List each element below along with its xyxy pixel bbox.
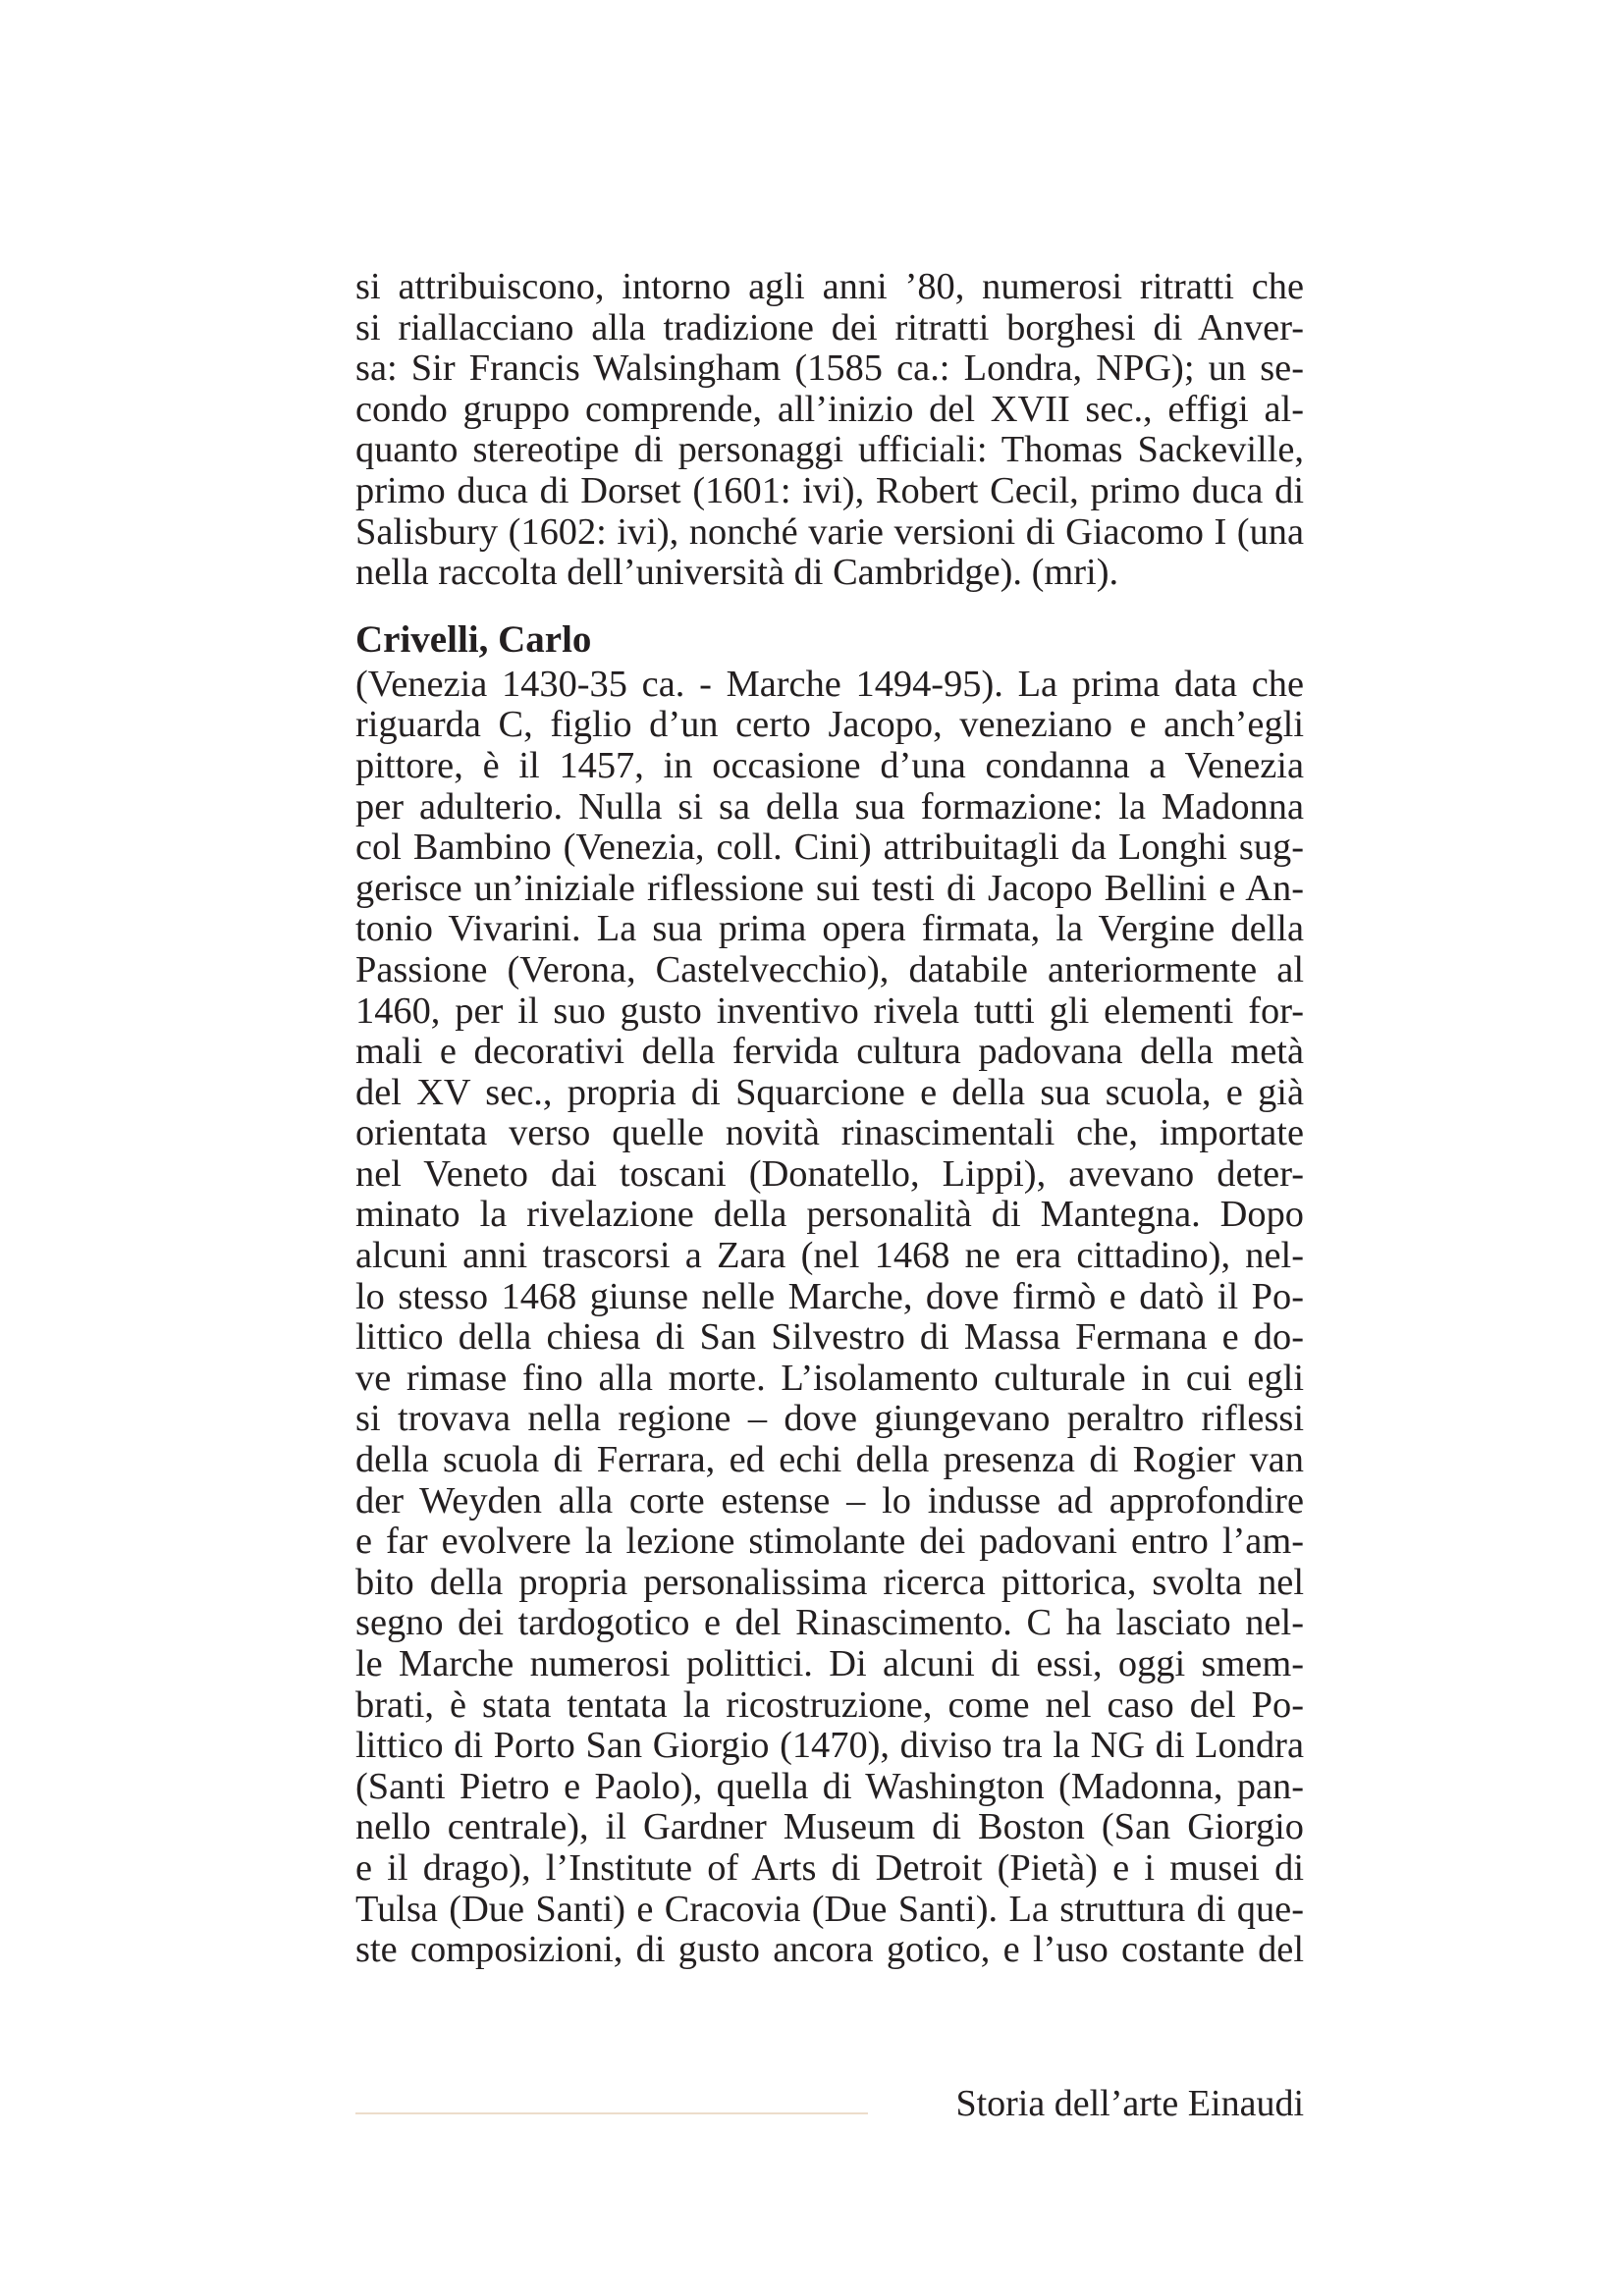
text-line: quanto stereotipe di personaggi ufficiali: Thomas Sackeville, xyxy=(355,429,1304,471)
footer-rule xyxy=(355,2112,868,2114)
text-line: col Bambino (Venezia, coll. Cini) attribuitagli da Longhi sug- xyxy=(355,827,1304,869)
text-line: si riallacciano alla tradizione dei ritratti borghesi di Anver- xyxy=(355,306,1304,348)
text-line: (Venezia 1430-35 ca. - Marche 1494-95). La prima data che xyxy=(355,663,1304,705)
text-line: del XV sec., propria di Squarcione e della sua scuola, e già xyxy=(355,1071,1304,1113)
text-line: segno dei tardogotico e del Rinascimento. C ha lasciato nel- xyxy=(355,1602,1304,1644)
text-line: Tulsa (Due Santi) e Cracovia (Due Santi). La struttura di que- xyxy=(355,1888,1304,1930)
text-line: si trovava nella regione – dove giungevano peraltro riflessi xyxy=(355,1398,1304,1440)
text-line: riguarda C, figlio d’un certo Jacopo, veneziano e anch’egli xyxy=(355,704,1304,746)
text-line: alcuni anni trascorsi a Zara (nel 1468 ne era cittadino), nel- xyxy=(355,1235,1304,1277)
text-line: per adulterio. Nulla si sa della sua formazione: la Madonna xyxy=(355,785,1304,828)
text-line: Passione (Verona, Castelvecchio), databile anteriormente al xyxy=(355,948,1304,990)
footer-title: Storia dell’arte Einaudi xyxy=(955,2083,1304,2124)
text-line: der Weyden alla corte estense – lo indusse ad approfondire xyxy=(355,1479,1304,1522)
text-line: bito della propria personalissima ricerca pittorica, svolta nel xyxy=(355,1561,1304,1603)
text-line: minato la rivelazione della personalità di Mantegna. Dopo xyxy=(355,1194,1304,1236)
text-line: e far evolvere la lezione stimolante dei padovani entro l’am- xyxy=(355,1521,1304,1563)
text-line: primo duca di Dorset (1601: ivi), Robert Cecil, primo duca di xyxy=(355,469,1304,511)
text-line: si attribuiscono, intorno agli anni ’80, numerosi ritratti che xyxy=(355,266,1304,307)
text-line: mali e decorativi della fervida cultura padovana della metà xyxy=(355,1031,1304,1073)
text-line: tonio Vivarini. La sua prima opera firmata, la Vergine della xyxy=(355,908,1304,950)
page-text xyxy=(355,267,1304,1971)
text-line: littico di Porto San Giorgio (1470), diviso tra la NG di Londra xyxy=(355,1725,1304,1767)
text-line: nella raccolta dell’università di Cambridge). (mri). xyxy=(355,552,1119,594)
text-line: ste composizioni, di gusto ancora gotico, e l’uso costante del xyxy=(355,1929,1304,1971)
text-line: condo gruppo comprende, all’inizio del XVII sec., effigi al- xyxy=(355,388,1304,430)
text-line: le Marche numerosi polittici. Di alcuni di essi, oggi smem- xyxy=(355,1643,1304,1684)
text-line: sa: Sir Francis Walsingham (1585 ca.: Londra, NPG); un se- xyxy=(355,347,1304,390)
text-line: 1460, per il suo gusto inventivo rivela tutti gli elementi for- xyxy=(355,989,1304,1032)
entry-heading: Crivelli, Carlo xyxy=(355,617,592,661)
text-line: nel Veneto dai toscani (Donatello, Lippi), avevano deter- xyxy=(355,1152,1304,1195)
text-line: nello centrale), il Gardner Museum di Boston (San Giorgio xyxy=(355,1806,1304,1848)
text-line: littico della chiesa di San Silvestro di Massa Fermana e do- xyxy=(355,1316,1304,1359)
entry-body xyxy=(355,665,1304,1971)
text-line: (Santi Pietro e Paolo), quella di Washington (Madonna, pan- xyxy=(355,1765,1304,1807)
text-line: lo stesso 1468 giunse nelle Marche, dove firmò e datò il Po- xyxy=(355,1275,1304,1317)
text-line: orientata verso quelle novità rinascimentali che, importate xyxy=(355,1112,1304,1154)
text-line: e il drago), l’Institute of Arts di Detroit (Pietà) e i musei di xyxy=(355,1846,1304,1889)
text-line: gerisce un’iniziale riflessione sui testi di Jacopo Bellini e An- xyxy=(355,867,1304,909)
text-line: della scuola di Ferrara, ed echi della presenza di Rogier van xyxy=(355,1439,1304,1481)
text-line: pittore, è il 1457, in occasione d’una condanna a Venezia xyxy=(355,744,1304,786)
text-line: Salisbury (1602: ivi), nonché varie versioni di Giacomo I (una xyxy=(355,510,1304,553)
intro-paragraph xyxy=(355,267,1304,594)
text-line: ve rimase fino alla morte. L’isolamento culturale in cui egli xyxy=(355,1357,1304,1399)
text-line: brati, è stata tentata la ricostruzione, come nel caso del Po- xyxy=(355,1683,1304,1726)
